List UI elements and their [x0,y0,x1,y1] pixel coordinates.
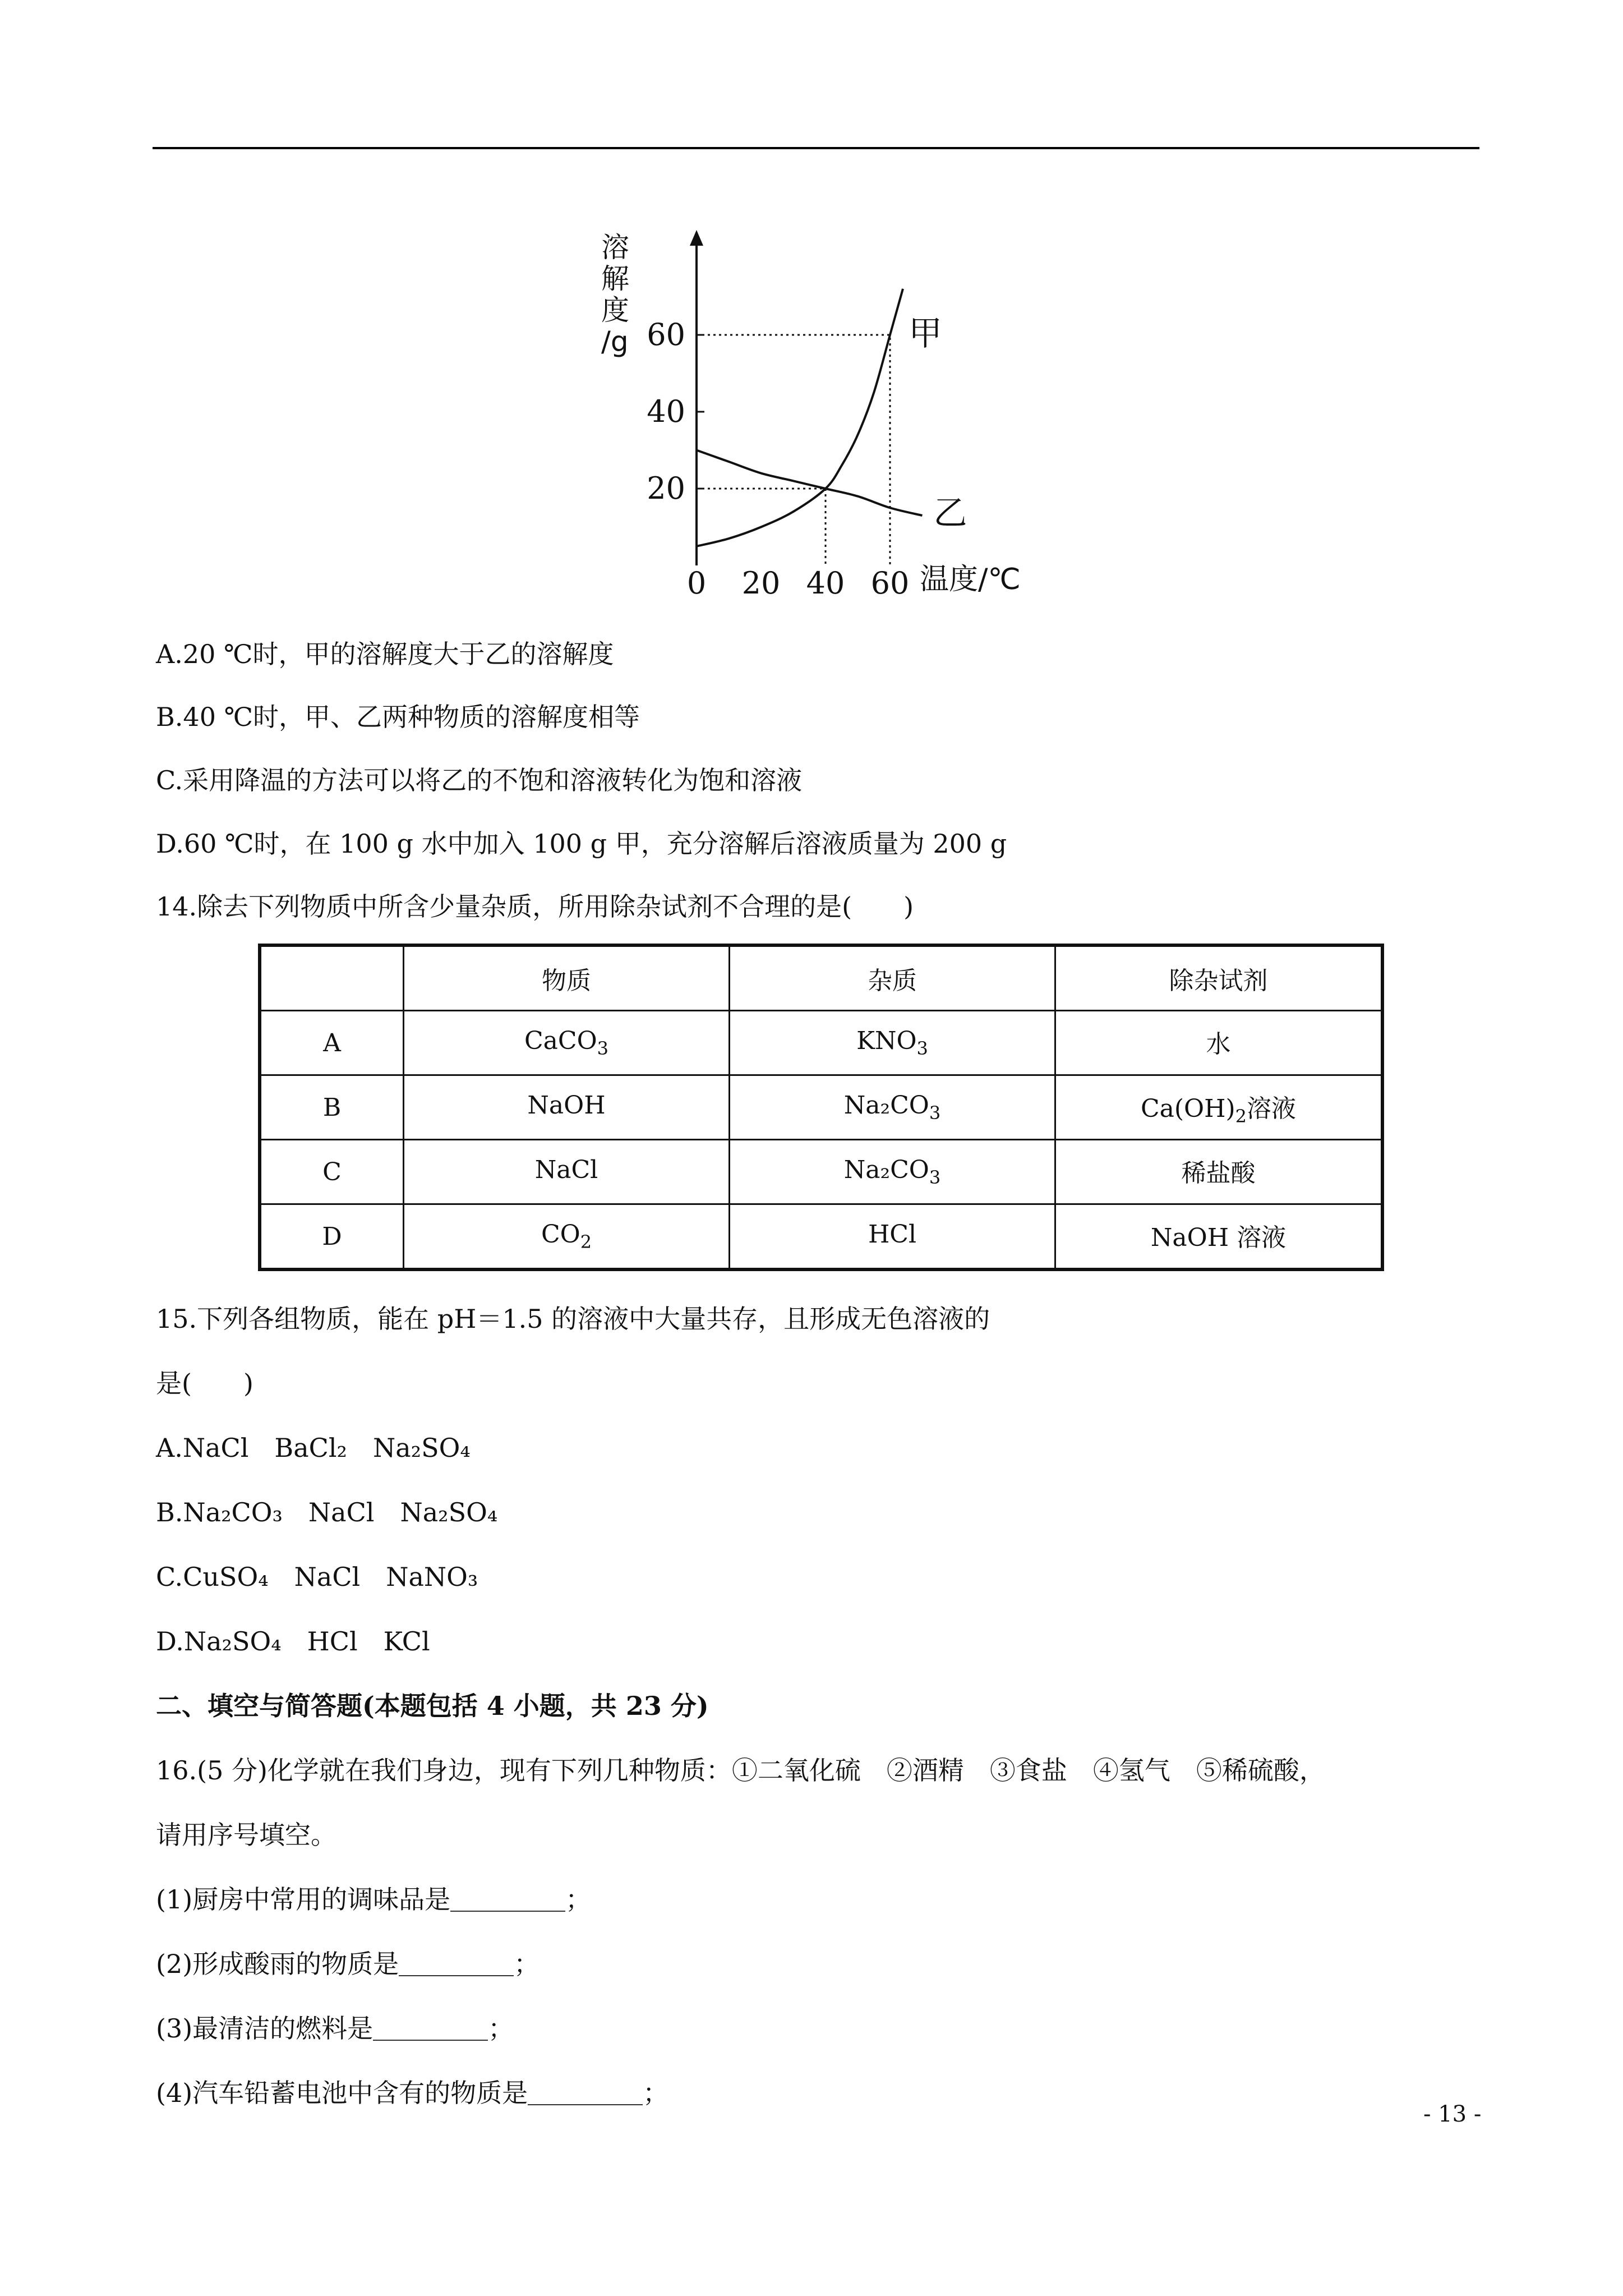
row-impurity: $KNO_3$ [730,1011,1055,1075]
row-label: D [260,1204,404,1270]
q13-option-d: D.60 ℃时，在 100 g 水中加入 100 g 甲，充分溶解后溶液质量为 200 g [156,829,1007,859]
row-impurity: $Na_2CO_3$ [730,1075,1055,1140]
table-row [260,1011,1382,1075]
svg-text:解: 解 [601,263,629,295]
q15-option-b: B.Na₂CO₃ NaCl Na₂SO₄ [156,1497,498,1527]
table-row [260,1075,1382,1140]
q15-option-a: A.NaCl BaCl₂ Na₂SO₄ [156,1433,471,1463]
row-substance: NaOH [404,1075,730,1140]
q16-item-3: (3)最清洁的燃料是 ； [156,2013,514,2044]
guide-line [697,335,890,565]
y-tick-label: 20 [647,471,685,506]
row-impurity: $Na_2CO_3$ [730,1140,1055,1204]
solubility-chart [589,219,1066,611]
row-impurity: HCl [730,1204,1055,1270]
q13-option-c: C.采用降温的方法可以将乙的不饱和溶液转化为饱和溶液 [156,765,803,795]
row-reagent: 水 [1055,1011,1383,1075]
answer-blank[interactable] [399,1953,514,1976]
q16-stem-line2: 请用序号填空。 [156,1820,336,1850]
q13-option-a: A.20 ℃时，甲的溶解度大于乙的溶解度 [156,639,614,669]
header-cell-empty [260,945,404,1011]
page-number: - 13 - [1423,2101,1482,2127]
x-axis-title: 温度/℃ [920,563,1021,596]
row-substance: NaCl [404,1140,730,1204]
table-header-row [260,945,1382,1011]
x-tick-label: 40 [806,565,845,601]
y-axis-arrow [690,230,703,246]
q16-item-4: (4)汽车铅蓄电池中含有的物质是 ； [156,2078,669,2108]
series-line-yi [697,450,923,516]
series-line-jia [697,289,903,546]
row-label: C [260,1140,404,1204]
row-label: B [260,1075,404,1140]
answer-blank[interactable] [450,1888,565,1912]
x-tick-label: 0 [686,565,707,601]
answer-blank[interactable] [528,2082,643,2105]
header-cell-impurity: 杂质 [730,945,1055,1011]
series-label: 甲 [909,314,942,353]
q13-option-b: B.40 ℃时，甲、乙两种物质的溶解度相等 [156,702,640,732]
row-substance: $CO_2$ [404,1204,730,1270]
row-substance: CaCO$_3$ [404,1011,730,1075]
svg-text:溶: 溶 [601,231,629,264]
q16-item-1: (1)厨房中常用的调味品是 ； [156,1884,592,1915]
q15-stem-line2: 是( ) [156,1368,253,1398]
q14-table [258,944,1384,1271]
y-axis-unit: /g [601,325,629,358]
y-tick-label: 60 [647,317,685,352]
q15-option-c: C.CuSO₄ NaCl NaNO₃ [156,1562,478,1592]
q15-option-d: D.Na₂SO₄ HCl KCl [156,1626,430,1657]
q15-stem-line1: 15.下列各组物质，能在 pH＝1.5 的溶液中大量共存，且形成无色溶液的 [156,1304,990,1334]
row-reagent: 稀盐酸 [1055,1140,1383,1204]
series-label: 乙 [933,493,967,533]
svg-text:度: 度 [601,294,629,326]
answer-blank[interactable] [373,2017,488,2041]
row-label: A [260,1011,404,1075]
header-cell-substance: 物质 [404,945,730,1011]
q14-stem: 14.除去下列物质中所含少量杂质，所用除杂试剂不合理的是( ) [156,891,914,922]
header-rule [153,147,1479,149]
row-reagent: $Ca(OH)_2$溶液 [1055,1075,1383,1140]
row-reagent: NaOH 溶液 [1055,1204,1383,1270]
section-title: 二、填空与简答题(本题包括 4 小题，共 23 分) [156,1691,709,1721]
table-row [260,1204,1382,1270]
header-cell-reagent: 除杂试剂 [1055,945,1383,1011]
y-axis-title [601,231,629,358]
y-tick-label: 40 [647,394,685,429]
table-row [260,1140,1382,1204]
x-tick-label: 20 [741,565,781,601]
q16-item-2: (2)形成酸雨的物质是 ； [156,1949,540,1979]
q16-stem-line1: 16.(5 分)化学就在我们身边，现有下列几种物质：①二氧化硫 ②酒精 ③食盐 ④氢气 ⑤稀硫酸， [156,1755,1325,1786]
x-tick-label: 60 [870,565,910,601]
